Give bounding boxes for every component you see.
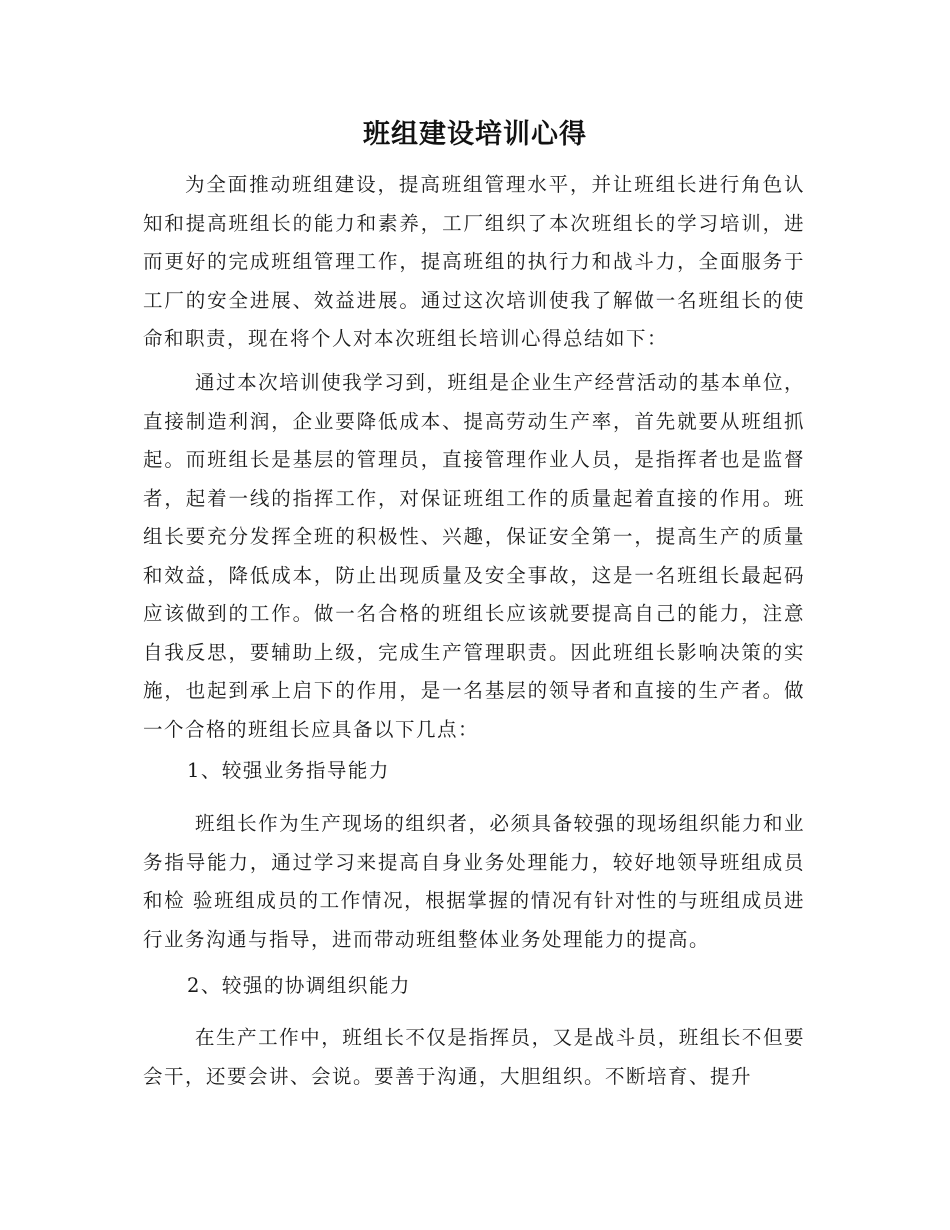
summary-paragraph: 通过本次培训使我学习到，班组是企业生产经营活动的基本单位，直接制造利润，企业要降低成本、提高劳动生产率，首先就要从班组抓起。而班组长是基层的管理员，直接管理作业人员，是指挥者也是监督者，起着一线的指挥工作，对保证班组工作的质量起着直接的作用。班组长要充分发挥全班的积极性、兴趣，保证安全第一，提高生产的质量和效益，降低成本，防止出现质量及安全事故，这是一名班组长最起码应该做到的工作。做一名合格的班组长应该就要提高自己的能力，注意自我反思，要辅助上级，完成生产管理职责。因此班组长影响决策的实施，也起到承上启下的作用，是一名基层的领导者和直接的生产者。做一个合格的班组长应具备以下几点： [143, 371, 805, 741]
section-heading-2: 2、较强的协调组织能力 [187, 974, 411, 997]
intro-paragraph: 为全面推动班组建设，提高班组管理水平，并让班组长进行角色认知和提高班组长的能力和素养，工厂组织了本次班组长的学习培训，进而更好的完成班组管理工作，提高班组的执行力和战斗力，全面服务于工厂的安全进展、效益进展。通过这次培训使我了解做一名班组长的使命和职责，现在将个人对本次班组长培训心得总结如下： [143, 173, 805, 350]
section-heading-1: 1、较强业务指导能力 [187, 759, 390, 782]
section-1-paragraph: 班组长作为生产现场的组织者，必须具备较强的现场组织能力和业务指导能力，通过学习来提高自身业务处理能力，较好地领导班组成员和检 验班组成员的工作情况，根据掌握的情况有针对性的与班组成员进行业务沟通与指导，进而带动班组整体业务处理能力的提高。 [143, 812, 805, 951]
section-2-paragraph: 在生产工作中，班组长不仅是指挥员，又是战斗员，班组长不但要会干，还要会讲、会说。要善于沟通，大胆组织。不断培育、提升 [143, 1026, 805, 1088]
document-title: 班组建设培训心得 [363, 119, 587, 150]
